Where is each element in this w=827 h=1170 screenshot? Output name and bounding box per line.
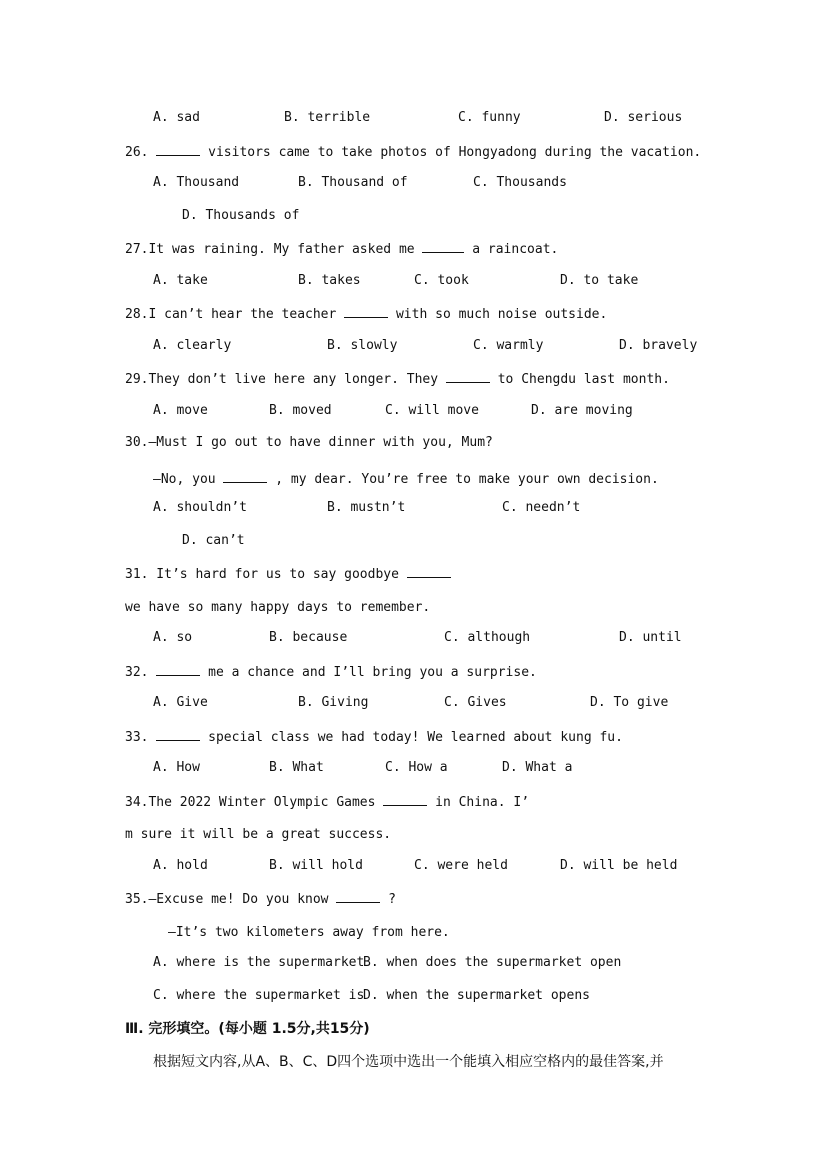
q35-blank [336, 890, 380, 903]
q30-number: 30. [125, 435, 149, 450]
q30-option-d: D. can’t [182, 533, 245, 548]
q34-question [125, 793, 529, 811]
q31-option-d: D. until [619, 630, 682, 645]
q30-reply [153, 470, 659, 488]
section-3-title: Ⅲ. 完形填空。(每小题 1.5分,共15分) [125, 1021, 370, 1037]
q32-blank [156, 663, 200, 676]
q27-option-a: A. take [153, 273, 208, 288]
q34-option-b: B. will hold [269, 858, 363, 873]
q26-option-c: C. Thousands [473, 175, 567, 190]
q30-text-pre: —No, you [153, 472, 224, 487]
q34-option-d: D. will be held [560, 858, 678, 873]
q29-option-d: D. are moving [531, 403, 633, 418]
q32-option-b: B. Giving [298, 695, 369, 710]
q28-question [125, 305, 607, 323]
q35-option-d: D. when the supermarket opens [363, 988, 590, 1003]
q27-option-d: D. to take [560, 273, 639, 288]
q30-text-post: , my dear. You’re free to make your own decision. [267, 472, 659, 487]
q31-option-b: B. because [269, 630, 348, 645]
q27-question [125, 240, 558, 258]
q30-option-b: B. mustn’t [327, 500, 406, 515]
q33-text: special class we had today! We learned about kung fu. [200, 730, 623, 745]
q31-line2: we have so many happy days to remember. [125, 600, 431, 615]
q26-blank [156, 143, 200, 156]
q31-option-c: C. although [444, 630, 531, 645]
q28-text-post: with so much noise outside. [388, 307, 608, 322]
q34-text-post: in China. I’ [427, 795, 530, 810]
q26-option-a: A. Thousand [153, 175, 240, 190]
q32-number: 32. [125, 665, 149, 680]
q30-blank [223, 470, 267, 483]
q33-number: 33. [125, 730, 149, 745]
q27-blank [422, 240, 464, 253]
q31-question [125, 565, 451, 583]
q27-option-b: B. takes [298, 273, 361, 288]
q26-text: visitors came to take photos of Hongyadong during the vacation. [200, 145, 702, 160]
q33-question [125, 728, 623, 746]
q27-text-pre: It was raining. My father asked me [148, 242, 423, 257]
q26-option-b: B. Thousand of [298, 175, 408, 190]
q25-option-d: D. serious [604, 110, 683, 125]
q26-question [125, 143, 701, 161]
q31-option-a: A. so [153, 630, 193, 645]
q30-question [125, 435, 493, 451]
q33-blank [156, 728, 200, 741]
q29-text-pre: They don’t live here any longer. They [148, 372, 446, 387]
q29-number: 29. [125, 372, 149, 387]
q29-question [125, 370, 670, 388]
q25-option-c: C. funny [458, 110, 521, 125]
q33-option-c: C. How a [385, 760, 448, 775]
q35-question [125, 890, 396, 908]
q27-number: 27. [125, 242, 149, 257]
q27-text-post: a raincoat. [464, 242, 559, 257]
q34-number: 34. [125, 795, 149, 810]
q26-number: 26. [125, 145, 149, 160]
q35-option-a: A. where is the supermarket [153, 955, 365, 970]
q28-number: 28. [125, 307, 149, 322]
q29-option-a: A. move [153, 403, 208, 418]
q35-option-c: C. where the supermarket is [153, 988, 365, 1003]
q34-text-pre: The 2022 Winter Olympic Games [148, 795, 384, 810]
q25-option-a: A. sad [153, 110, 200, 125]
q34-line2: m sure it will be a great success. [125, 827, 392, 842]
q35-text-pre: —Excuse me! Do you know [148, 892, 337, 907]
q31-text-pre: It’s hard for us to say goodbye [148, 567, 407, 582]
q32-question [125, 663, 537, 681]
q29-text-post: to Chengdu last month. [489, 372, 670, 387]
q31-number: 31. [125, 567, 149, 582]
q35-option-b: B. when does the supermarket open [363, 955, 622, 970]
q30-line1: —Must I go out to have dinner with you, Mum? [148, 435, 493, 450]
q33-option-d: D. What a [502, 760, 573, 775]
q28-text-pre: I can’t hear the teacher [148, 307, 345, 322]
q28-option-d: D. bravely [619, 338, 698, 353]
q34-option-a: A. hold [153, 858, 208, 873]
q34-blank [383, 793, 427, 806]
q26-option-d: D. Thousands of [182, 208, 300, 223]
q33-option-a: A. How [153, 760, 200, 775]
q31-blank [407, 565, 451, 578]
q27-option-c: C. took [414, 273, 469, 288]
section-3-instruction: 根据短文内容,从A、B、C、D四个选项中选出一个能填入相应空格内的最佳答案,并 [153, 1054, 664, 1070]
q30-option-a: A. shouldn’t [153, 500, 247, 515]
q32-option-a: A. Give [153, 695, 208, 710]
q29-blank [446, 370, 490, 383]
q28-option-a: A. clearly [153, 338, 232, 353]
q32-option-d: D. To give [590, 695, 669, 710]
q34-option-c: C. were held [414, 858, 508, 873]
q35-text-post: ? [380, 892, 396, 907]
q32-option-c: C. Gives [444, 695, 507, 710]
q32-text: me a chance and I’ll bring you a surprise. [200, 665, 537, 680]
q30-option-c: C. needn’t [502, 500, 581, 515]
q35-number: 35. [125, 892, 149, 907]
q29-option-c: C. will move [385, 403, 479, 418]
q29-option-b: B. moved [269, 403, 332, 418]
q28-option-c: C. warmly [473, 338, 544, 353]
q28-blank [344, 305, 388, 318]
q35-reply: —It’s two kilometers away from here. [168, 925, 450, 940]
q28-option-b: B. slowly [327, 338, 398, 353]
q25-option-b: B. terrible [284, 110, 371, 125]
q33-option-b: B. What [269, 760, 324, 775]
